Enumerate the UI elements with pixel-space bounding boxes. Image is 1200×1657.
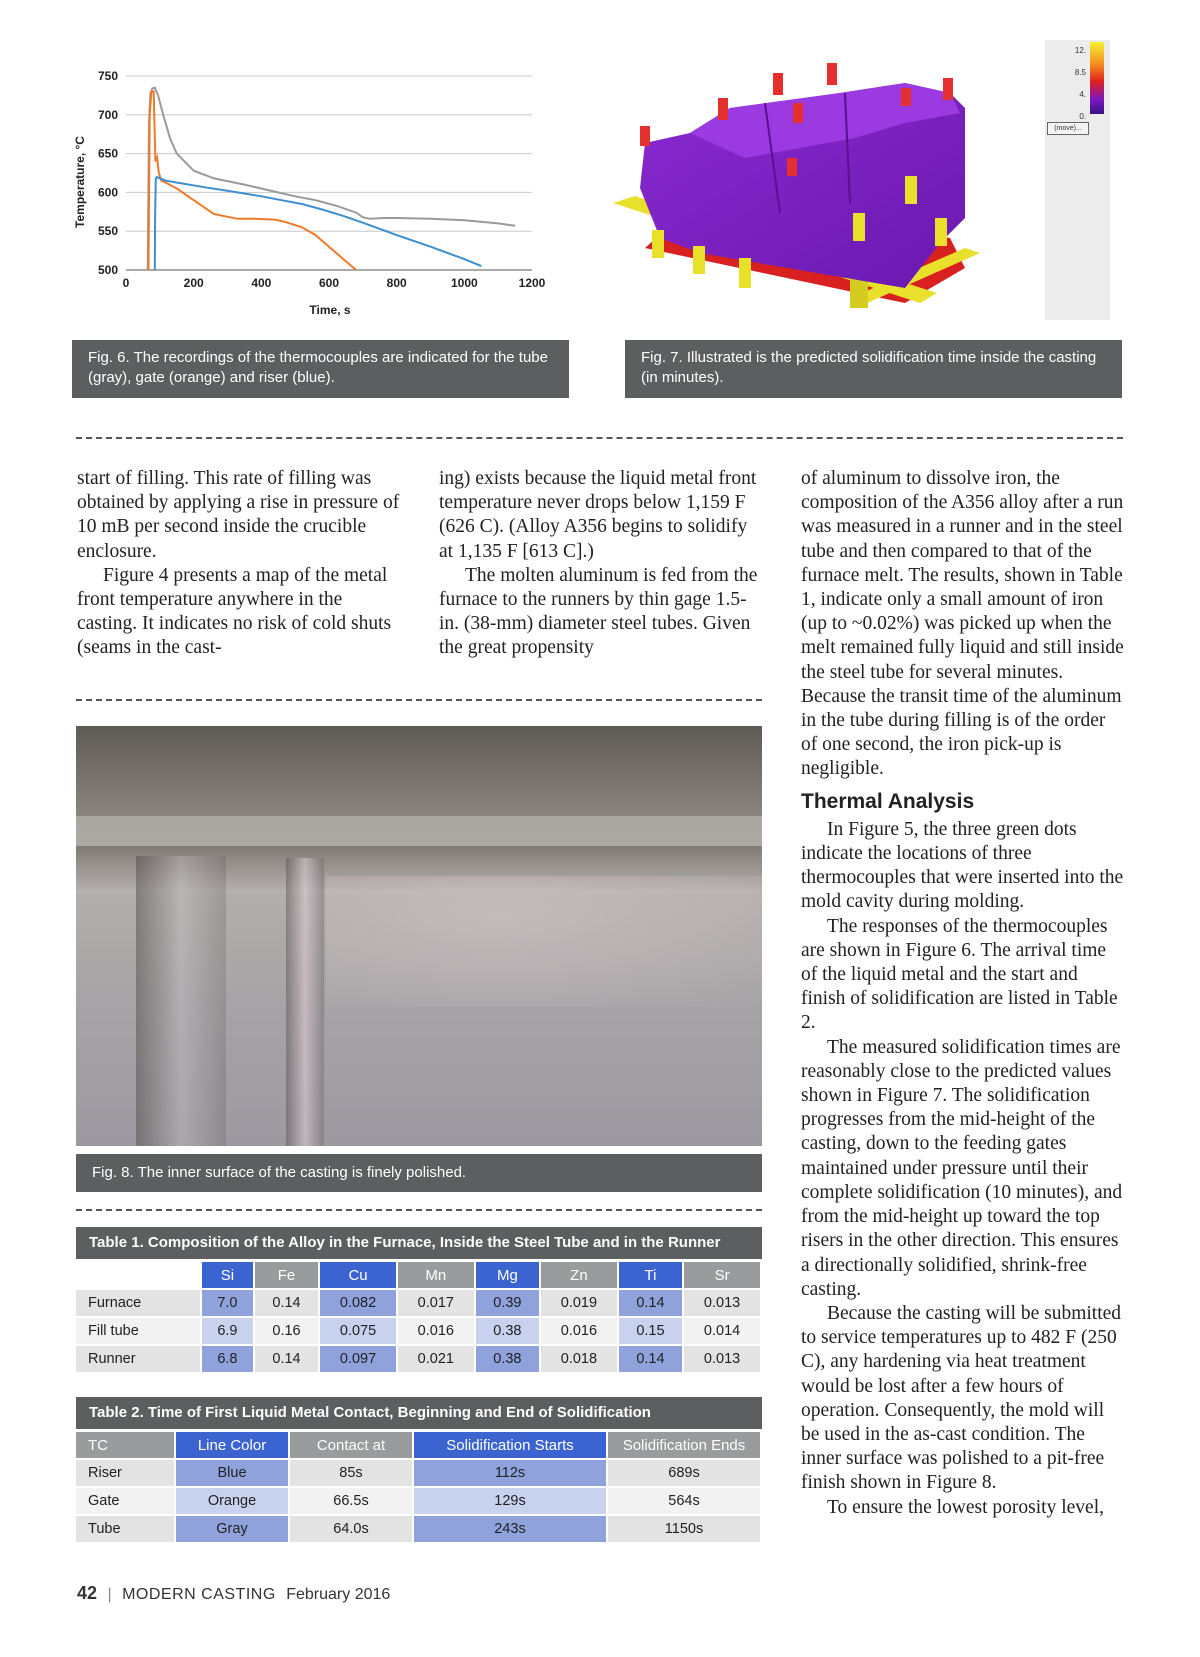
table-row [76, 1345, 761, 1373]
paragraph: Because the casting will be submitted to service temperatures up to 482 F (250 C), any hardening via heat treatment would be lost after a few hours of operation. Consequently, the mold will be used in the as-cast condition. The inner surface was polished to a pit-free finish shown in Figure 8. [801, 1302, 1122, 1494]
col-header: Cu [319, 1262, 397, 1289]
cell: 564s [607, 1487, 761, 1515]
photo-shadow-top [76, 726, 762, 816]
text-column-1 [77, 467, 402, 661]
cell: Blue [175, 1459, 289, 1487]
col-header: Solidification Starts [413, 1432, 607, 1459]
row-label: Riser [76, 1459, 175, 1487]
x-tick-label: 800 [386, 276, 407, 290]
fig7-move-button[interactable]: (move)... [1047, 122, 1089, 135]
y-tick-label: 500 [97, 263, 118, 277]
table1 [76, 1262, 762, 1374]
table-row [76, 1515, 761, 1543]
col-header: Mg [475, 1262, 540, 1289]
table-row [76, 1487, 761, 1515]
cell: 66.5s [289, 1487, 413, 1515]
table-corner [76, 1262, 201, 1289]
chart-series-lines [148, 88, 515, 283]
solidification-render [605, 38, 1055, 320]
table-row [76, 1289, 761, 1317]
table1-header-row [76, 1262, 761, 1289]
divider [76, 1209, 762, 1211]
y-tick-label: 550 [97, 224, 118, 239]
cell: 0.14 [618, 1289, 683, 1317]
y-tick-label: 600 [97, 185, 118, 200]
table1-title: Table 1. Composition of the Alloy in the Furnace, Inside the Steel Tube and in the Runner [76, 1227, 762, 1259]
paragraph: To ensure the lowest porosity level, [827, 1496, 1104, 1518]
x-tick-label: 1200 [518, 276, 546, 290]
text-column-2 [439, 467, 764, 661]
cell: 243s [413, 1515, 607, 1543]
photo-rib-left [136, 856, 226, 1146]
col-header: TC [76, 1432, 175, 1459]
fig6-chart [72, 32, 592, 332]
table2-title: Table 2. Time of First Liquid Metal Contact, Beginning and End of Solidification [76, 1397, 762, 1429]
fig7-image [605, 38, 1055, 320]
cell: 0.075 [319, 1317, 397, 1345]
cell: 0.021 [397, 1345, 475, 1373]
table2-header-row [76, 1432, 761, 1459]
cell: 0.14 [618, 1345, 683, 1373]
fig6-caption: Fig. 6. The recordings of the thermocouples are indicated for the tube (gray), gate (orange) and riser (blue). [72, 340, 569, 398]
fig8-photo [76, 726, 762, 1146]
x-tick-label: 600 [318, 276, 340, 290]
cell: 0.082 [319, 1289, 397, 1317]
cell: Gray [175, 1515, 289, 1543]
fig7-scale-labels [1062, 40, 1086, 128]
col-header: Mn [397, 1262, 475, 1289]
scale-label: 4. [1079, 90, 1086, 99]
row-label: Runner [76, 1345, 201, 1373]
col-header: Solidification Ends [607, 1432, 761, 1459]
col-header: Contact at [289, 1432, 413, 1459]
y-tick-label: 650 [97, 146, 118, 161]
cell: 0.15 [618, 1317, 683, 1345]
cell: 689s [607, 1459, 761, 1487]
col-header: Si [201, 1262, 254, 1289]
x-tick-label: 400 [251, 276, 272, 290]
scale-label: 0. [1079, 112, 1086, 121]
footer-separator: | [107, 1586, 112, 1603]
row-label: Gate [76, 1487, 175, 1515]
photo-highlight [326, 876, 762, 1006]
cell: 0.14 [254, 1289, 319, 1317]
scale-label: 12. [1074, 46, 1086, 55]
paragraph: of aluminum to dissolve iron, the composition of the A356 alloy after a run was measured in a runner and in the steel tube and then compared to that of the furnace melt. The results, shown in Table 1, indicate only a small amount of iron (up to ~0.02%) was picked up when the melt remained fully liquid and still inside the steel tube for several minutes. Because the transit time of the aluminum in the tube during filling is of the order of one second, the iron pick-up is negligible. [801, 468, 1124, 780]
cell: 112s [413, 1459, 607, 1487]
cell: 0.019 [540, 1289, 618, 1317]
fig7-caption: Fig. 7. Illustrated is the predicted solidification time inside the casting (in minutes). [625, 340, 1122, 398]
paragraph: The responses of the thermocouples are shown in Figure 6. The arrival time of the liquid metal and the start and finish of solidification are listed in Table 2. [801, 915, 1118, 1034]
cell: 0.018 [540, 1345, 618, 1373]
section-heading: Thermal Analysis [801, 789, 975, 813]
paragraph: start of filling. This rate of filling was obtained by applying a rise in pressure of 10 mB per second inside the crucible enclosure. [77, 468, 400, 562]
cell: Orange [175, 1487, 289, 1515]
cell: 6.8 [201, 1345, 254, 1373]
y-tick-label: 750 [97, 69, 118, 83]
photo-rib-center [286, 858, 324, 1146]
chart-gridlines [126, 76, 532, 270]
row-label: Furnace [76, 1289, 201, 1317]
x-tick-label: 0 [122, 276, 130, 290]
cell: 0.38 [475, 1345, 540, 1373]
fig8-caption: Fig. 8. The inner surface of the casting is finely polished. [76, 1154, 762, 1192]
cell: 0.016 [397, 1317, 475, 1345]
paragraph: In Figure 5, the three green dots indicate the locations of three thermocouples that were inserted into the mold cavity during molding. [801, 818, 1124, 913]
cell: 0.013 [683, 1345, 761, 1373]
cell: 0.39 [475, 1289, 540, 1317]
cell: 0.013 [683, 1289, 761, 1317]
chart-x-label: Time, s [309, 303, 351, 317]
divider [76, 699, 762, 701]
fig7-color-scale [1090, 42, 1104, 114]
paragraph: Figure 4 presents a map of the metal front temperature anywhere in the casting. It indicates no risk of cold shuts (seams in the cast- [77, 564, 392, 659]
col-header: Sr [683, 1262, 761, 1289]
cell: 0.014 [683, 1317, 761, 1345]
x-tick-label: 200 [183, 276, 204, 290]
cell: 64.0s [289, 1515, 413, 1543]
scale-label: 8.5 [1074, 68, 1086, 77]
series-line-riser [155, 177, 482, 270]
y-tick-label: 700 [97, 107, 118, 122]
row-label: Tube [76, 1515, 175, 1543]
col-header: Zn [540, 1262, 618, 1289]
paragraph: The molten aluminum is fed from the furnace to the runners by thin gage 1.5-in. (38-mm) diameter steel tubes. Given the great propensity [439, 564, 758, 659]
cell: 0.017 [397, 1289, 475, 1317]
page-number: 42 [77, 1583, 98, 1603]
col-header: Line Color [175, 1432, 289, 1459]
chart-y-label: Temperature, °C [73, 136, 87, 228]
table-row [76, 1459, 761, 1487]
cell: 7.0 [201, 1289, 254, 1317]
cell: 6.9 [201, 1317, 254, 1345]
divider [76, 437, 1123, 439]
row-label: Fill tube [76, 1317, 201, 1345]
cell: 0.14 [254, 1345, 319, 1373]
cell: 0.097 [319, 1345, 397, 1373]
x-tick-label: 1000 [450, 276, 478, 290]
col-header: Ti [618, 1262, 683, 1289]
cell: 1150s [607, 1515, 761, 1543]
paragraph: ing) exists because the liquid metal front temperature never drops below 1,159 F (626 C). (Alloy A356 begins to solidify at 1,135 F [613 C].) [439, 468, 757, 562]
paragraph: The measured solidification times are reasonably close to the predicted values shown in Figure 7. The solidification progresses from the mid-height of the casting, down to the feeding gates maintained under pressure until their complete solidification (10 minutes), and from the mid-height up toward the top risers in the other direction. This ensures a directionally solidified, shrink-free casting. [801, 1036, 1123, 1300]
cell: 85s [289, 1459, 413, 1487]
text-column-3 [801, 467, 1126, 1520]
col-header: Fe [254, 1262, 319, 1289]
magazine-name: MODERN CASTING [122, 1586, 276, 1603]
table-row [76, 1317, 761, 1345]
page-footer [77, 1583, 390, 1604]
issue-date: February 2016 [286, 1586, 391, 1603]
cell: 129s [413, 1487, 607, 1515]
cell: 0.16 [254, 1317, 319, 1345]
cell: 0.016 [540, 1317, 618, 1345]
cell: 0.38 [475, 1317, 540, 1345]
table2 [76, 1432, 762, 1544]
